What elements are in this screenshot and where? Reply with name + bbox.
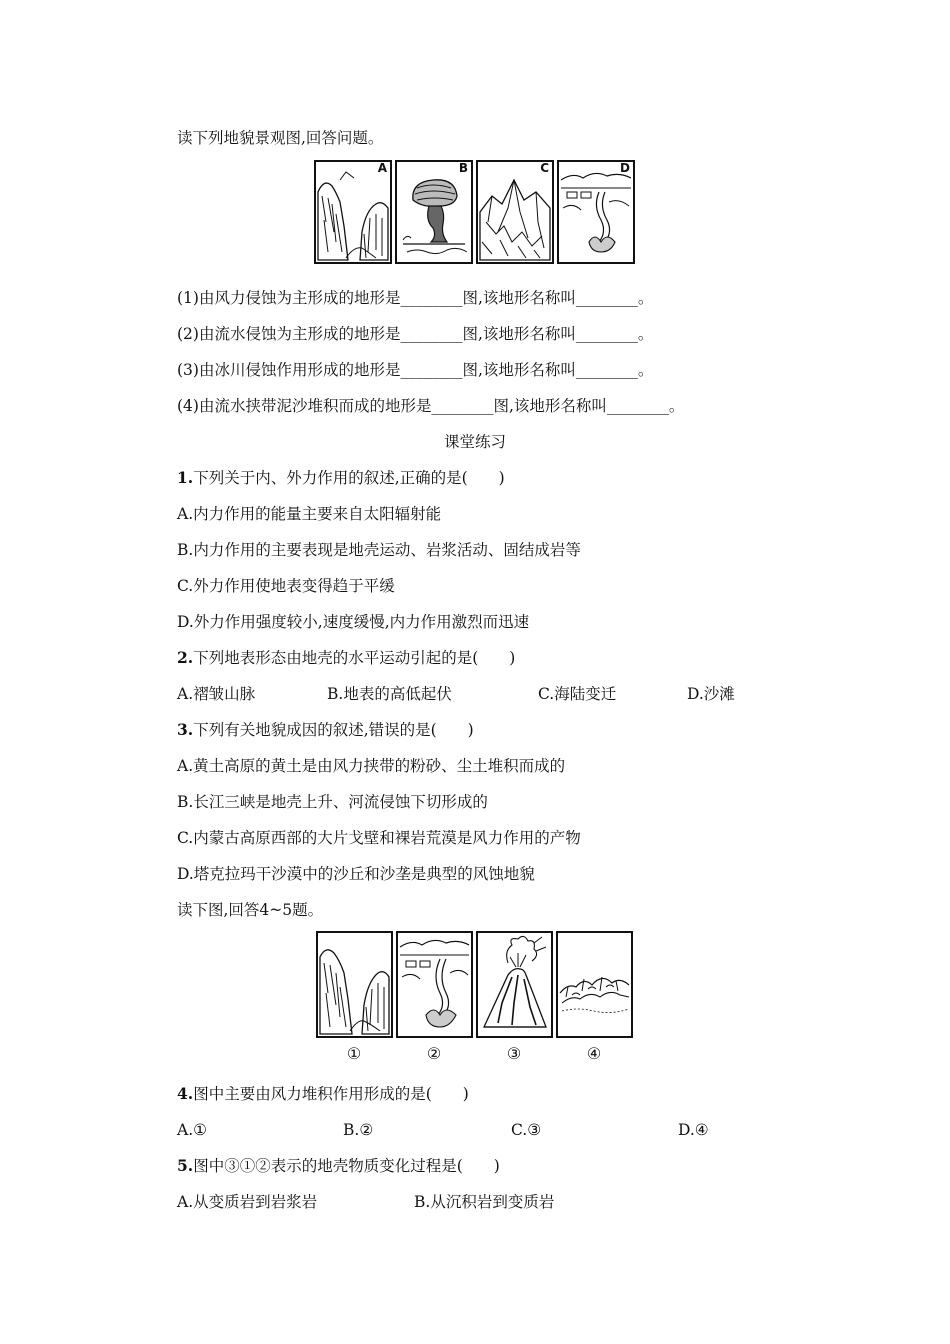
question-1-stem: 下列关于内、外力作用的叙述,正确的是( )	[193, 469, 505, 487]
figure2-panel-3	[476, 931, 553, 1038]
question-4-stem: 图中主要由风力堆积作用形成的是( )	[193, 1085, 469, 1103]
volcano-icon	[478, 933, 551, 1036]
question-3-stem: 下列有关地貌成因的叙述,错误的是( )	[193, 721, 474, 739]
question-2-stem: 下列地表形态由地壳的水平运动引起的是( )	[193, 649, 516, 667]
question-2-number: 2.	[177, 648, 194, 667]
figure2-label-2: ②	[426, 1044, 442, 1063]
question-5	[177, 1156, 500, 1176]
fill-question-1: (1)由风力侵蚀为主形成的地形是________图,该地形名称叫________。	[177, 289, 654, 307]
question-5-option-b: B.从沉积岩到变质岩	[414, 1193, 555, 1211]
question-1-option-a: A.内力作用的能量主要来自太阳辐射能	[177, 505, 442, 523]
figure1-panel-a	[314, 160, 392, 264]
question-5-option-a: A.从变质岩到岩浆岩	[177, 1193, 318, 1211]
panel-label-b: B	[458, 161, 468, 175]
figure1-panel-c	[476, 160, 554, 264]
question-4	[177, 1084, 469, 1104]
question-2	[177, 648, 515, 668]
intro-text-1: 读下列地貌景观图,回答问题。	[177, 129, 384, 147]
figure2-label-1: ①	[346, 1044, 362, 1063]
question-1-option-b: B.内力作用的主要表现是地壳运动、岩浆活动、固结成岩等	[177, 541, 581, 559]
question-3-option-a: A.黄土高原的黄土是由风力挟带的粉砂、尘土堆积而成的	[177, 757, 566, 775]
question-2-option-a: A.褶皱山脉	[177, 685, 256, 703]
fill-question-2: (2)由流水侵蚀为主形成的地形是________图,该地形名称叫________。	[177, 325, 654, 343]
figure2-panel-1	[316, 931, 393, 1038]
question-2-option-d: D.沙滩	[687, 685, 735, 703]
question-1	[177, 468, 505, 488]
question-3-number: 3.	[177, 720, 194, 739]
question-2-option-b: B.地表的高低起伏	[327, 685, 452, 703]
question-1-number: 1.	[177, 468, 194, 487]
question-2-option-c: C.海陆变迁	[538, 685, 617, 703]
mushroom-rock-icon	[397, 162, 471, 262]
question-4-option-c: C.③	[511, 1121, 542, 1139]
question-4-option-a: A.①	[177, 1121, 208, 1139]
fill-question-4: (4)由流水挟带泥沙堆积而成的地形是________图,该地形名称叫________。	[177, 397, 685, 415]
figure2-panel-2	[396, 931, 473, 1038]
question-3-option-b: B.长江三峡是地壳上升、河流侵蚀下切形成的	[177, 793, 488, 811]
question-4-number: 4.	[177, 1084, 194, 1103]
panel-label-c: C	[540, 161, 549, 175]
alluvial-fan-icon	[398, 933, 471, 1036]
panel-label-a: A	[377, 161, 387, 175]
panel-label-d: D	[620, 161, 630, 175]
intro-text-2: 读下图,回答4~5题。	[177, 901, 324, 919]
sand-dunes-icon	[558, 933, 631, 1036]
alluvial-fan-icon	[559, 162, 633, 262]
question-3	[177, 720, 474, 740]
fill-question-3: (3)由冰川侵蚀作用形成的地形是________图,该地形名称叫________。	[177, 361, 654, 379]
figure1-panel-d	[557, 160, 635, 264]
question-1-option-d: D.外力作用强度较小,速度缓慢,内力作用激烈而迅速	[177, 613, 530, 631]
figure2-panel-4	[556, 931, 633, 1038]
gorge-icon	[316, 162, 390, 262]
figure2-label-4: ④	[586, 1044, 602, 1063]
glacial-peak-icon	[478, 162, 552, 262]
figure1-panel-b	[395, 160, 473, 264]
question-1-option-c: C.外力作用使地表变得趋于平缓	[177, 577, 395, 595]
question-5-number: 5.	[177, 1156, 194, 1175]
question-4-option-d: D.④	[678, 1121, 709, 1139]
section-title: 课堂练习	[443, 433, 506, 451]
question-4-option-b: B.②	[343, 1121, 374, 1139]
question-5-stem: 图中③①②表示的地壳物质变化过程是( )	[193, 1157, 500, 1175]
gorge-icon	[318, 933, 391, 1036]
figure2-label-3: ③	[506, 1044, 522, 1063]
question-3-option-c: C.内蒙古高原西部的大片戈壁和裸岩荒漠是风力作用的产物	[177, 829, 581, 847]
question-3-option-d: D.塔克拉玛干沙漠中的沙丘和沙垄是典型的风蚀地貌	[177, 865, 535, 883]
